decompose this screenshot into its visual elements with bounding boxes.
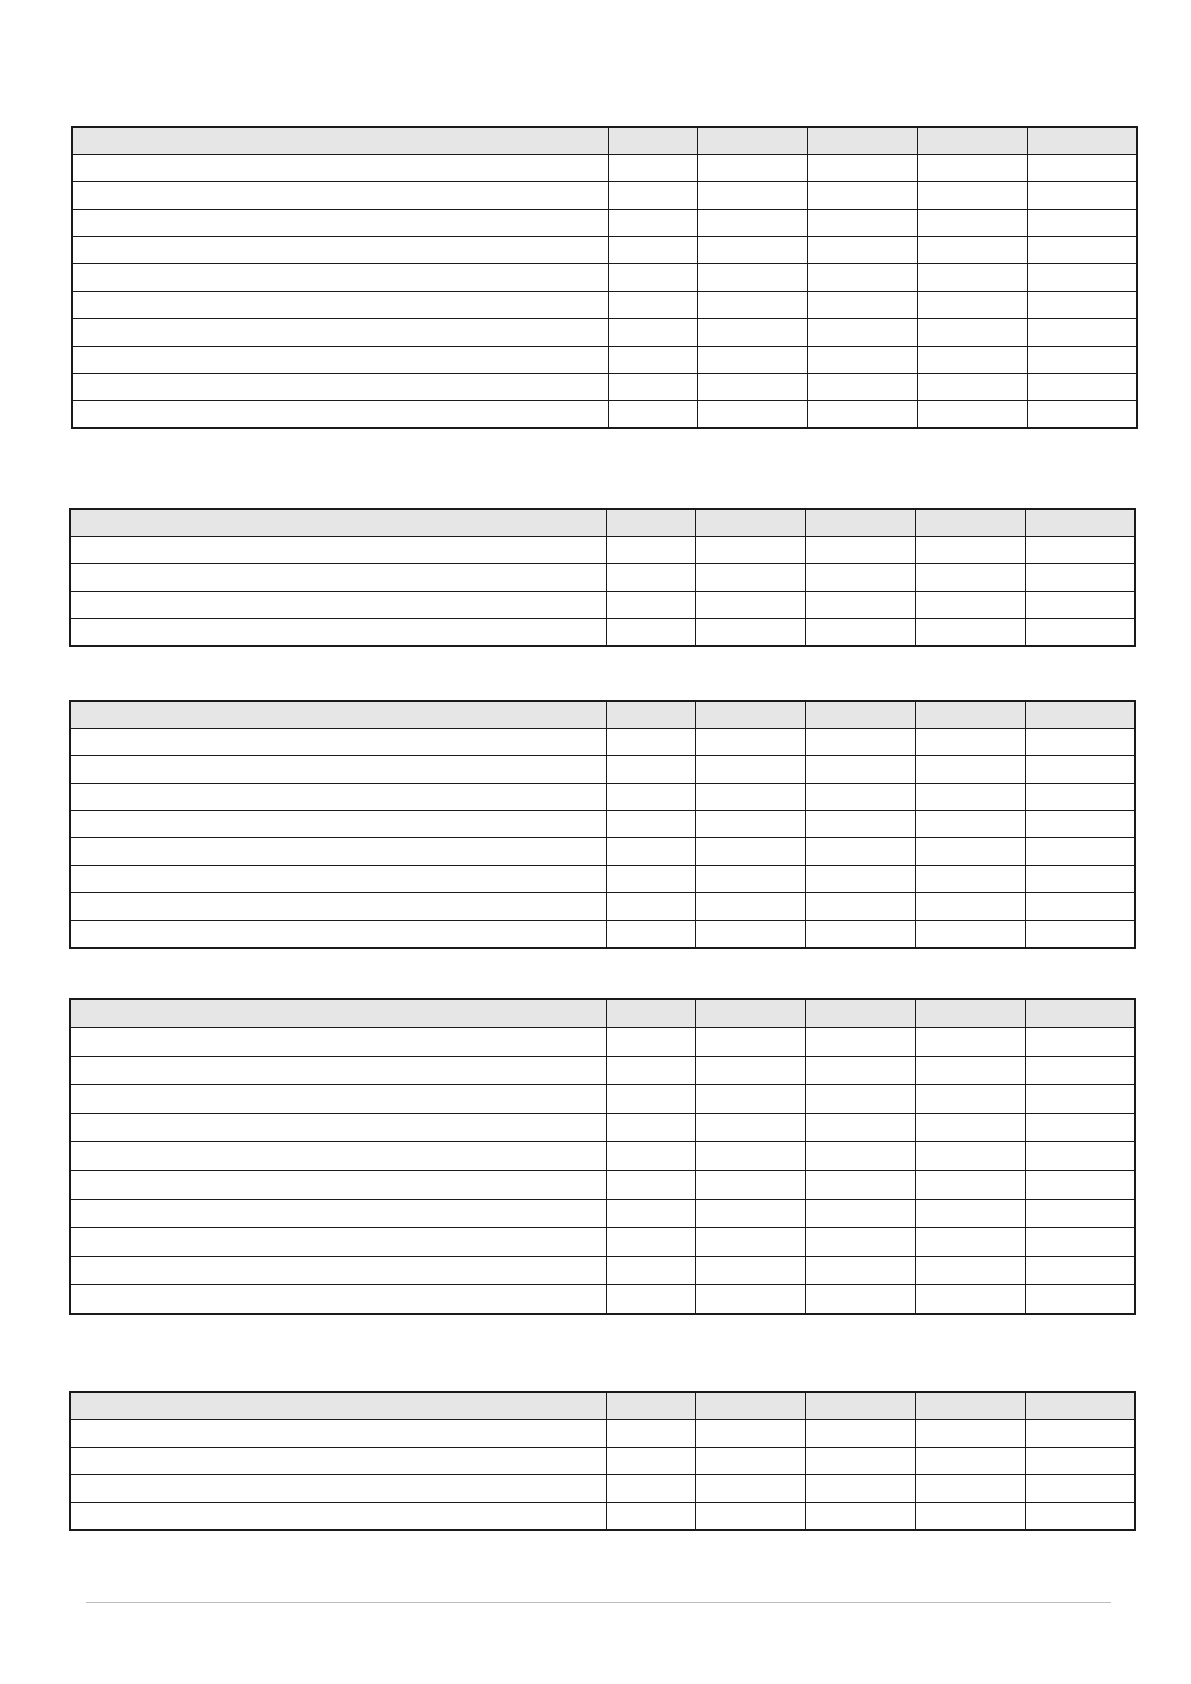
table-cell [807, 182, 917, 209]
table-cell [695, 1085, 805, 1114]
table-cell [70, 564, 606, 591]
table-cell [70, 536, 606, 563]
header-cell [805, 701, 915, 728]
table-cell [917, 374, 1027, 401]
table-cell [917, 401, 1027, 428]
table-cell [697, 374, 807, 401]
table-cell [606, 783, 695, 810]
table-cell [695, 1256, 805, 1285]
table-cell [1025, 1447, 1135, 1475]
table-cell [915, 536, 1025, 563]
table-cell [1025, 811, 1135, 838]
table-cell [606, 920, 695, 947]
table-cell [807, 154, 917, 181]
table-cell [72, 374, 608, 401]
table-cell [70, 1228, 606, 1257]
table-row [70, 536, 1135, 563]
header-cell [915, 509, 1025, 536]
table-cell [695, 1502, 805, 1530]
table-cell [72, 209, 608, 236]
table-cell [1025, 838, 1135, 865]
table-cell [72, 264, 608, 291]
table-cell [697, 346, 807, 373]
header-cell [695, 999, 805, 1028]
table-cell [72, 154, 608, 181]
table-cell [70, 893, 606, 920]
table-cell [1025, 1475, 1135, 1503]
table-cell [606, 1113, 695, 1142]
table-cell [1025, 728, 1135, 755]
table-cell [807, 209, 917, 236]
table-row [70, 1228, 1135, 1257]
header-cell [805, 509, 915, 536]
table-cell [805, 1028, 915, 1057]
header-cell [1027, 127, 1137, 154]
table-row [70, 756, 1135, 783]
table-cell [608, 264, 697, 291]
table-cell [805, 1199, 915, 1228]
table-cell [606, 1056, 695, 1085]
table-cell [805, 1475, 915, 1503]
table-header-row [72, 127, 1137, 154]
table-cell [915, 1228, 1025, 1257]
table-cell [606, 1475, 695, 1503]
table-cell [1027, 291, 1137, 318]
table-header-row [70, 509, 1135, 536]
table-cell [915, 838, 1025, 865]
table-cell [915, 1447, 1025, 1475]
table-cell [1025, 1502, 1135, 1530]
table-cell [805, 1113, 915, 1142]
table-cell [915, 564, 1025, 591]
table-cell [606, 1085, 695, 1114]
table-row [72, 209, 1137, 236]
table-row [72, 346, 1137, 373]
table-cell [1025, 783, 1135, 810]
table-cell [606, 811, 695, 838]
header-cell [72, 127, 608, 154]
table-cell [70, 1475, 606, 1503]
table-2 [69, 508, 1136, 647]
table-cell [807, 401, 917, 428]
table-cell [72, 319, 608, 346]
table-cell [695, 811, 805, 838]
table-cell [695, 1056, 805, 1085]
table-row [70, 1085, 1135, 1114]
table-cell [606, 1142, 695, 1171]
table-cell [695, 1420, 805, 1448]
table-cell [807, 237, 917, 264]
table-cell [70, 1113, 606, 1142]
table-cell [1025, 564, 1135, 591]
header-cell [915, 701, 1025, 728]
header-cell [917, 127, 1027, 154]
table-cell [917, 291, 1027, 318]
table-cell [915, 1142, 1025, 1171]
table-cell [1025, 1228, 1135, 1257]
table-header-row [70, 999, 1135, 1028]
header-cell [807, 127, 917, 154]
table-cell [915, 1056, 1025, 1085]
table-cell [72, 291, 608, 318]
table-cell [1025, 1256, 1135, 1285]
table-cell [697, 209, 807, 236]
table-cell [72, 401, 608, 428]
table-cell [606, 1256, 695, 1285]
table-cell [606, 728, 695, 755]
table-cell [608, 237, 697, 264]
table-cell [1025, 1028, 1135, 1057]
table-row [72, 401, 1137, 428]
table-cell [915, 1420, 1025, 1448]
table-row [70, 1475, 1135, 1503]
table-cell [805, 1085, 915, 1114]
table-cell [915, 1285, 1025, 1314]
table-cell [1025, 1113, 1135, 1142]
table-cell [1027, 401, 1137, 428]
table-cell [805, 591, 915, 618]
table-cell [695, 920, 805, 947]
table-cell [917, 264, 1027, 291]
table-cell [807, 291, 917, 318]
table-cell [1025, 591, 1135, 618]
table-cell [1027, 346, 1137, 373]
table-cell [915, 920, 1025, 947]
table-cell [805, 536, 915, 563]
table-cell [915, 1199, 1025, 1228]
table-cell [1025, 1420, 1135, 1448]
table-cell [608, 291, 697, 318]
table-3 [69, 700, 1136, 949]
table-row [70, 865, 1135, 892]
table-cell [697, 182, 807, 209]
table-cell [915, 893, 1025, 920]
header-cell [70, 509, 606, 536]
table-cell [915, 1171, 1025, 1200]
header-cell [915, 1392, 1025, 1420]
header-cell [606, 1392, 695, 1420]
table-cell [915, 728, 1025, 755]
table-row [70, 1113, 1135, 1142]
table-cell [805, 1228, 915, 1257]
table-cell [695, 591, 805, 618]
table-cell [70, 1171, 606, 1200]
table-cell [1025, 865, 1135, 892]
header-cell [70, 1392, 606, 1420]
table-cell [697, 291, 807, 318]
table-cell [70, 865, 606, 892]
table-cell [1027, 154, 1137, 181]
table-cell [917, 346, 1027, 373]
header-cell [606, 509, 695, 536]
table-cell [915, 1475, 1025, 1503]
table-cell [695, 1199, 805, 1228]
table-row [70, 1502, 1135, 1530]
header-cell [695, 1392, 805, 1420]
table-row [72, 291, 1137, 318]
table-cell [1027, 237, 1137, 264]
table-cell [805, 1502, 915, 1530]
table-cell [70, 1285, 606, 1314]
header-cell [608, 127, 697, 154]
table-cell [608, 209, 697, 236]
header-cell [70, 701, 606, 728]
table-cell [805, 1171, 915, 1200]
table-1 [71, 126, 1138, 429]
table-cell [70, 756, 606, 783]
table-cell [915, 1256, 1025, 1285]
table-cell [695, 783, 805, 810]
table-cell [695, 1228, 805, 1257]
table-cell [695, 1447, 805, 1475]
table-cell [606, 1228, 695, 1257]
table-row [72, 237, 1137, 264]
header-cell [70, 999, 606, 1028]
table-cell [805, 1142, 915, 1171]
table-cell [805, 728, 915, 755]
table-cell [608, 374, 697, 401]
table-cell [608, 182, 697, 209]
table-cell [695, 865, 805, 892]
table-cell [608, 319, 697, 346]
table-cell [606, 1502, 695, 1530]
table-cell [608, 346, 697, 373]
table-row [70, 838, 1135, 865]
table-cell [70, 920, 606, 947]
table-cell [1025, 536, 1135, 563]
table-cell [917, 209, 1027, 236]
table-cell [606, 1447, 695, 1475]
table-cell [606, 893, 695, 920]
table-4 [69, 998, 1136, 1315]
header-cell [606, 701, 695, 728]
table-cell [1025, 1171, 1135, 1200]
table-cell [606, 564, 695, 591]
table-cell [606, 619, 695, 646]
table-cell [915, 783, 1025, 810]
table-cell [70, 1085, 606, 1114]
table-cell [805, 1056, 915, 1085]
table-cell [606, 865, 695, 892]
table-cell [70, 1199, 606, 1228]
table-cell [70, 1028, 606, 1057]
table-cell [805, 811, 915, 838]
table-cell [695, 1142, 805, 1171]
table-cell [697, 319, 807, 346]
table-cell [917, 182, 1027, 209]
table-cell [697, 237, 807, 264]
table-row [70, 1256, 1135, 1285]
table-cell [1025, 1056, 1135, 1085]
table-row [72, 154, 1137, 181]
table-cell [70, 728, 606, 755]
table-row [72, 319, 1137, 346]
table-cell [695, 536, 805, 563]
table-cell [805, 1447, 915, 1475]
table-cell [695, 1475, 805, 1503]
table-cell [697, 154, 807, 181]
header-cell [915, 999, 1025, 1028]
table-cell [1027, 264, 1137, 291]
table-cell [805, 865, 915, 892]
table-cell [1025, 1085, 1135, 1114]
header-cell [1025, 999, 1135, 1028]
table-cell [695, 893, 805, 920]
table-cell [805, 838, 915, 865]
table-cell [1027, 182, 1137, 209]
table-cell [807, 374, 917, 401]
table-cell [695, 756, 805, 783]
table-cell [805, 619, 915, 646]
table-cell [807, 346, 917, 373]
table-cell [805, 564, 915, 591]
header-cell [695, 509, 805, 536]
table-row [70, 1447, 1135, 1475]
table-cell [805, 1256, 915, 1285]
table-cell [1025, 1142, 1135, 1171]
table-cell [606, 536, 695, 563]
table-row [72, 264, 1137, 291]
table-cell [608, 154, 697, 181]
table-cell [695, 728, 805, 755]
table-cell [805, 1285, 915, 1314]
header-cell [606, 999, 695, 1028]
header-cell [805, 999, 915, 1028]
table-row [70, 1056, 1135, 1085]
table-cell [805, 783, 915, 810]
table-cell [606, 756, 695, 783]
table-cell [70, 783, 606, 810]
table-row [72, 182, 1137, 209]
table-cell [915, 1502, 1025, 1530]
table-cell [805, 920, 915, 947]
table-cell [695, 1285, 805, 1314]
table-row [70, 619, 1135, 646]
table-cell [695, 1113, 805, 1142]
table-cell [915, 1085, 1025, 1114]
table-row [72, 374, 1137, 401]
table-cell [695, 838, 805, 865]
table-cell [606, 1171, 695, 1200]
table-cell [606, 591, 695, 618]
table-cell [70, 591, 606, 618]
table-row [70, 1199, 1135, 1228]
table-cell [1025, 1199, 1135, 1228]
table-cell [1025, 920, 1135, 947]
table-cell [70, 1256, 606, 1285]
table-cell [1025, 1285, 1135, 1314]
table-cell [70, 1502, 606, 1530]
table-cell [70, 1447, 606, 1475]
table-cell [915, 756, 1025, 783]
table-cell [606, 1199, 695, 1228]
table-cell [1027, 209, 1137, 236]
table-cell [72, 237, 608, 264]
table-row [70, 811, 1135, 838]
table-cell [697, 401, 807, 428]
table-cell [606, 838, 695, 865]
table-cell [807, 319, 917, 346]
table-cell [695, 564, 805, 591]
header-cell [695, 701, 805, 728]
table-cell [1027, 319, 1137, 346]
table-cell [70, 811, 606, 838]
table-cell [72, 182, 608, 209]
table-cell [70, 1056, 606, 1085]
header-cell [1025, 1392, 1135, 1420]
table-cell [1027, 374, 1137, 401]
table-row [70, 1420, 1135, 1448]
table-cell [917, 319, 1027, 346]
table-cell [915, 591, 1025, 618]
header-cell [1025, 701, 1135, 728]
table-row [70, 893, 1135, 920]
table-cell [695, 619, 805, 646]
table-row [70, 591, 1135, 618]
table-cell [70, 1420, 606, 1448]
footer-divider [86, 1602, 1111, 1603]
table-cell [72, 346, 608, 373]
table-cell [695, 1028, 805, 1057]
table-row [70, 1028, 1135, 1057]
header-cell [1025, 509, 1135, 536]
table-header-row [70, 1392, 1135, 1420]
table-cell [805, 756, 915, 783]
table-row [70, 728, 1135, 755]
table-cell [807, 264, 917, 291]
table-cell [606, 1285, 695, 1314]
table-row [70, 783, 1135, 810]
table-cell [917, 154, 1027, 181]
table-row [70, 1171, 1135, 1200]
table-cell [70, 619, 606, 646]
table-cell [608, 401, 697, 428]
table-cell [70, 1142, 606, 1171]
table-cell [1025, 893, 1135, 920]
header-cell [805, 1392, 915, 1420]
table-row [70, 1285, 1135, 1314]
table-cell [915, 619, 1025, 646]
table-5 [69, 1391, 1136, 1531]
table-cell [606, 1028, 695, 1057]
table-row [70, 564, 1135, 591]
table-cell [695, 1171, 805, 1200]
table-cell [606, 1420, 695, 1448]
table-row [70, 920, 1135, 947]
table-cell [915, 1028, 1025, 1057]
table-cell [697, 264, 807, 291]
table-header-row [70, 701, 1135, 728]
header-cell [697, 127, 807, 154]
table-cell [70, 838, 606, 865]
table-cell [1025, 619, 1135, 646]
table-cell [805, 1420, 915, 1448]
table-cell [915, 865, 1025, 892]
table-cell [1025, 756, 1135, 783]
table-cell [805, 893, 915, 920]
table-cell [915, 811, 1025, 838]
table-cell [917, 237, 1027, 264]
table-row [70, 1142, 1135, 1171]
table-cell [915, 1113, 1025, 1142]
